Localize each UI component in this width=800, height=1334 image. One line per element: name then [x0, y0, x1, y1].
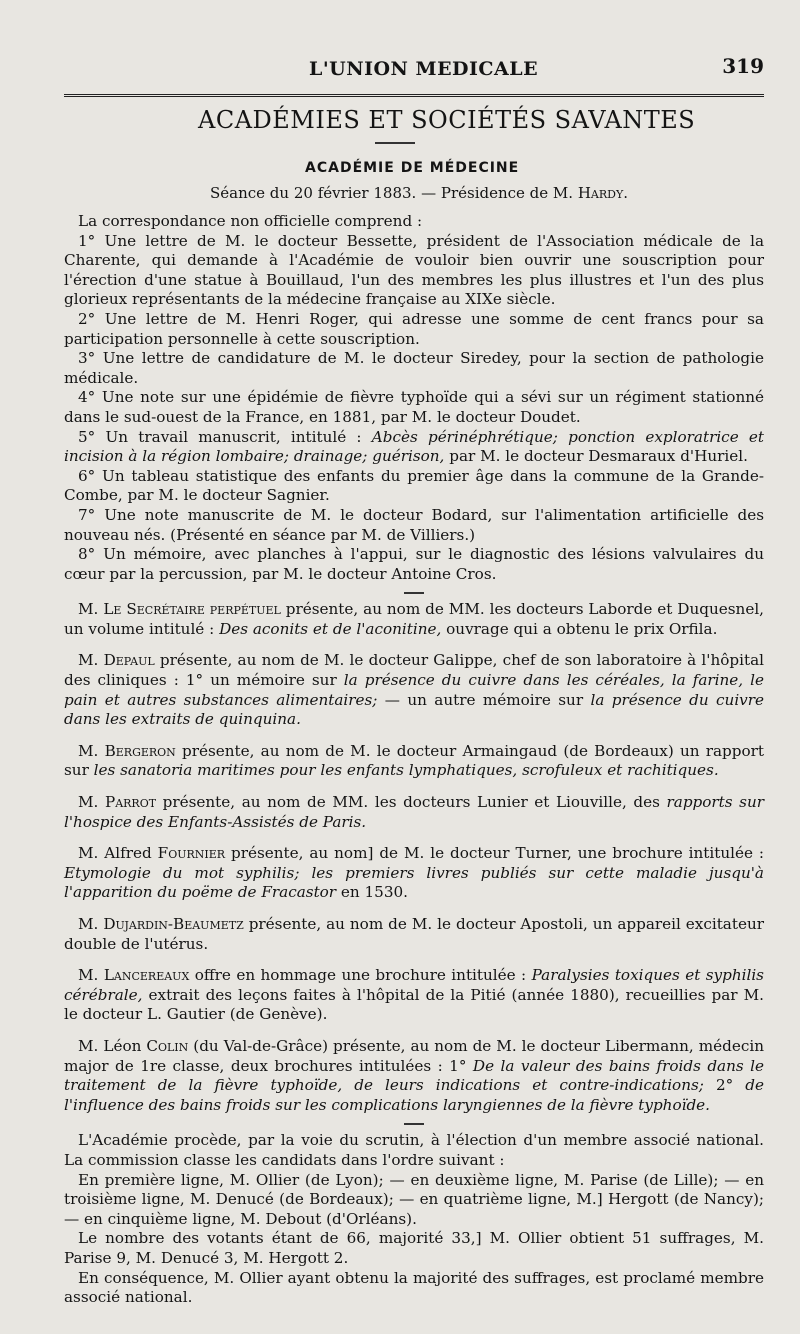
paragraph-vote-intro: L'Académie procède, par la voie du scrutin, à l'élection d'un membre associé national. La commission classe les candidats dans l'ordre suivant : — [64, 1131, 764, 1169]
paragraph-item-3: 3° Une lettre de candidature de M. le docteur Siredey, pour la section de pathologie médicale. — [64, 349, 764, 387]
paragraph-secretaire — [64, 600, 764, 639]
seance-line — [210, 184, 628, 202]
p5-title: Abcès périnéphrétique; ponction exploratrice et incision à la région lombaire; drainage; guérison, — [64, 427, 764, 466]
paragraph-item-1: 1° Une lettre de M. le docteur Bessette, président de l'Association médicale de la Charente, qui demande à l'Académie de vouloir bien ouvrir une souscription pour l'érection d'une statue à Bouillaud, l'un des membres les plus illustres et l'un des plus glorieux représentants de la médecine française au XIXe siècle. — [64, 231, 764, 309]
paragraph-item-7: 7° Une note manuscrite de M. le docteur Bodard, sur l'alimentation artificielle des nouveau nés. (Présenté en séance par M. de Villiers.) — [64, 505, 764, 544]
paragraph-intro: La correspondance non officielle comprend : — [78, 212, 423, 230]
seance-president: Hardy. — [577, 184, 628, 202]
s5-name: Fournier — [157, 844, 226, 863]
s5-title: Etymologie du mot syphilis; les premiers livres publiés sur cette maladie jusqu'à l'apparition du poëme de Fracastor — [64, 863, 764, 902]
s7-title: Paralysies toxiques et syphilis cérébrale, — [64, 966, 764, 1004]
paragraph-lancereaux — [64, 966, 764, 1025]
s6-lead: M. — [78, 915, 104, 933]
s1-title: Des aconits et de l'aconitine, — [219, 619, 442, 638]
paragraph-bergeron — [64, 742, 764, 781]
s3-text: présente, au nom de M. le docteur Armaingaud (de Bordeaux) un rapport sur — [64, 741, 764, 780]
s1-tail: ouvrage qui a obtenu le prix Orfila. — [441, 619, 718, 638]
s3-name: Bergeron — [104, 741, 176, 760]
s4-text: présente, au nom de MM. les docteurs Lunier et Liouville, des — [156, 793, 667, 812]
section-divider-2 — [404, 1123, 424, 1125]
s2-lead: M. — [78, 651, 104, 670]
s4-name: Parrot — [104, 793, 157, 812]
s4-title: rapports sur l'hospice des Enfants-Assistés de Paris. — [64, 793, 764, 831]
paragraph-parrot — [64, 793, 764, 832]
p5-lead: 5° Un travail manuscrit, intitulé : — [78, 427, 372, 446]
title-rule — [375, 142, 415, 144]
p5-tail: par M. le docteur Desmaraux d'Huriel. — [444, 447, 748, 466]
page-header — [64, 52, 764, 92]
s6-text: présente, au nom de M. le docteur Apostoli, un appareil excitateur double de l'utérus. — [64, 915, 764, 953]
paragraph-item-4: 4° Une note sur une épidémie de fièvre typhoïde qui a sévi sur un régiment stationné dans le sud-ouest de la France, en 1881, par M. le docteur Doudet. — [64, 388, 764, 426]
s8-title-2: de l'influence des bains froids sur les complications laryngiennes de la fièvre typhoïde. — [64, 1076, 765, 1114]
seance-text: Séance du 20 février 1883. — Présidence de M. — [210, 184, 578, 202]
s5-tail: en 1530. — [336, 883, 408, 902]
s2-mid: — un autre mémoire sur — [377, 690, 591, 709]
s6-name: Dujardin-Beaumetz — [103, 915, 244, 933]
s5-lead: M. Alfred — [78, 844, 158, 863]
s2-name: Depaul — [103, 651, 155, 670]
article-body — [64, 212, 764, 1308]
s2-text: présente, au nom de M. le docteur Galippe, chef de son laboratoire à l'hôpital des cliniques : 1° un mémoire sur — [64, 651, 764, 690]
s3-lead: M. — [78, 741, 105, 760]
paragraph-item-6: 6° Un tableau statistique des enfants du premier âge dans la commune de la Grande-Combe, par M. le docteur Sagnier. — [64, 466, 764, 505]
paragraph-item-2: 2° Une lettre de M. Henri Roger, qui adresse une somme de cent francs pour sa participation personnelle à cette souscription. — [64, 309, 764, 348]
academy-heading: ACADÉMIE DE MÉDECINE — [305, 160, 520, 176]
s3-title: les sanatoria maritimes pour les enfants lymphatiques, scrofuleux et rachitiques. — [93, 761, 719, 780]
section-divider-1 — [404, 592, 424, 594]
s7-name: Lancereaux — [103, 966, 190, 985]
s2-title-2: la présence du cuivre dans les extraits de quinquina. — [64, 690, 765, 729]
s8-title-1: De la valeur des bains froids dans le traitement de la fièvre typhoïde, de leurs indications et contre-indications; — [64, 1056, 764, 1095]
s8-text: (du Val-de-Grâce) présente, au nom de M. le docteur Libermann, médecin major de 1re classe, deux brochures intitulées : 1° — [64, 1036, 764, 1075]
paragraph-colin — [64, 1037, 764, 1115]
s8-lead: M. Léon — [78, 1036, 147, 1055]
paragraph-vote-result: Le nombre des votants étant de 66, majorité 33,] M. Ollier obtient 51 suffrages, M. Parise 9, M. Denucé 3, M. Hergott 2. — [64, 1229, 764, 1267]
paragraph-vote-conclusion: En conséquence, M. Ollier ayant obtenu la majorité des suffrages, est proclamé membre associé national. — [64, 1268, 764, 1307]
s4-lead: M. — [78, 793, 105, 812]
s2-title-1: la présence du cuivre dans les céréales, la farine, le pain et autres substances alimentaires; — [64, 671, 764, 709]
s5-text: présente, au nom] de M. le docteur Turner, une brochure intitulée : — [225, 844, 764, 863]
running-title: L'UNION MEDICALE — [309, 58, 539, 80]
page-number: 319 — [722, 54, 764, 78]
s1-name: Le Secrétaire perpétuel — [103, 600, 281, 619]
s7-text: offre en hommage une brochure intitulée : — [189, 966, 532, 985]
paragraph-item-8: 8° Un mémoire, avec planches à l'appui, sur le diagnostic des lésions valvulaires du cœur par la percussion, par M. le docteur Antoine Cros. — [64, 545, 764, 583]
paragraph-dujardin — [64, 915, 764, 954]
paragraph-item-5 — [64, 428, 764, 467]
s7-tail: extrait des leçons faites à l'hôpital de la Pitié (année 1880), recueillies par M. le docteur L. Gautier (de Genève). — [64, 985, 764, 1024]
section-title: ACADÉMIES ET SOCIÉTÉS SAVANTES — [198, 106, 696, 134]
s7-lead: M. — [78, 966, 104, 985]
paragraph-depaul — [64, 651, 764, 729]
s8-mid: 2° — [703, 1076, 746, 1095]
s1-text: présente, au nom de MM. les docteurs Laborde et Duquesnel, un volume intitulé : — [64, 600, 765, 638]
s1-lead: M. — [78, 600, 104, 619]
paragraph-fournier — [64, 844, 764, 903]
header-rule — [64, 94, 764, 97]
s8-name: Colin — [146, 1036, 189, 1055]
paragraph-vote-ranking: En première ligne, M. Ollier (de Lyon); — en deuxième ligne, M. Parise (de Lille); — en troisième ligne, M. Denucé (de Bordeaux); — en quatrième ligne, M.] Hergott (de Nancy); — en cinquième ligne, M. Debout (d'Orléans). — [64, 1170, 764, 1228]
